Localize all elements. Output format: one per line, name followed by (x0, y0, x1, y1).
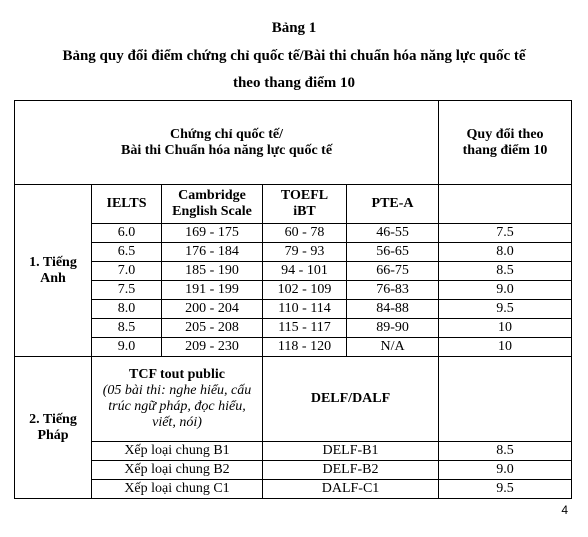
conversion-header-cell (439, 101, 572, 185)
toefl-cell: 110 - 114 (263, 300, 347, 319)
english-label-line2: Anh (40, 270, 66, 286)
score-cell: 7.5 (439, 224, 572, 243)
cambridge-header-line2: English Scale (172, 204, 252, 219)
pte-cell: N/A (347, 338, 439, 357)
ielts-cell: 7.0 (92, 262, 162, 281)
ielts-header: IELTS (92, 185, 162, 224)
tcf-cell: Xếp loại chung C1 (92, 480, 263, 499)
pte-cell: 76-83 (347, 281, 439, 300)
table-row (15, 300, 572, 319)
certificate-header-line1: Chứng chỉ quốc tế/ (170, 126, 284, 142)
tcf-note-line1: (05 bài thi: nghe hiểu, cấu (102, 383, 252, 398)
tcf-cell: Xếp loại chung B1 (92, 442, 263, 461)
table-header-row (15, 101, 572, 185)
score-cell: 8.5 (439, 262, 572, 281)
tcf-title: TCF tout public (129, 367, 225, 382)
score-cell: 9.0 (439, 461, 572, 480)
delf-cell: DALF-C1 (263, 480, 439, 499)
pte-cell: 66-75 (347, 262, 439, 281)
toefl-cell: 60 - 78 (263, 224, 347, 243)
cambridge-cell: 185 - 190 (162, 262, 263, 281)
table-row (15, 480, 572, 499)
table-row (15, 243, 572, 262)
pte-cell: 89-90 (347, 319, 439, 338)
score-cell: 8.5 (439, 442, 572, 461)
table-row (15, 281, 572, 300)
french-label-line2: Pháp (37, 427, 69, 443)
empty-score-header (439, 357, 572, 442)
tcf-cell: Xếp loại chung B2 (92, 461, 263, 480)
cambridge-cell: 176 - 184 (162, 243, 263, 262)
pte-cell: 46-55 (347, 224, 439, 243)
french-subheader-row (15, 357, 572, 442)
certificate-header-cell (15, 101, 439, 185)
english-subheader-row (15, 185, 572, 224)
score-cell: 10 (439, 338, 572, 357)
page-number: 4 (561, 503, 568, 517)
cambridge-header-line1: Cambridge (178, 188, 246, 203)
english-label-line1: 1. Tiếng (29, 254, 77, 270)
document-title: Bảng quy đổi điểm chứng chỉ quốc tế/Bài thi chuẩn hóa năng lực quốc tế (62, 48, 526, 64)
ielts-cell: 6.0 (92, 224, 162, 243)
table-row (15, 262, 572, 281)
table-number: Bảng 1 (271, 20, 317, 36)
pte-header: PTE-A (347, 185, 439, 224)
toefl-cell: 118 - 120 (263, 338, 347, 357)
table-row (15, 224, 572, 243)
score-cell: 8.0 (439, 243, 572, 262)
table-row (15, 319, 572, 338)
pte-cell: 84-88 (347, 300, 439, 319)
ielts-cell: 7.5 (92, 281, 162, 300)
french-label-line1: 2. Tiếng (29, 411, 77, 427)
ielts-cell: 8.5 (92, 319, 162, 338)
ielts-cell: 9.0 (92, 338, 162, 357)
score-cell: 9.0 (439, 281, 572, 300)
tcf-note-line2: trúc ngữ pháp, đọc hiểu, (108, 399, 246, 414)
score-cell: 10 (439, 319, 572, 338)
pte-cell: 56-65 (347, 243, 439, 262)
table-row (15, 461, 572, 480)
delf-header-cell: DELF/DALF (263, 357, 439, 442)
english-section-label (15, 185, 92, 357)
delf-cell: DELF-B2 (263, 461, 439, 480)
conversion-table (14, 100, 572, 499)
conversion-header-line2: thang điểm 10 (462, 142, 548, 158)
document-subtitle: theo thang điểm 10 (232, 75, 356, 91)
delf-cell: DELF-B1 (263, 442, 439, 461)
ielts-cell: 8.0 (92, 300, 162, 319)
table-row (15, 338, 572, 357)
conversion-header-line1: Quy đổi theo (466, 126, 544, 142)
toefl-header-line1: TOEFL (280, 188, 329, 203)
empty-score-header (439, 185, 572, 224)
ielts-cell: 6.5 (92, 243, 162, 262)
cambridge-header (162, 185, 263, 224)
toefl-cell: 79 - 93 (263, 243, 347, 262)
tcf-note-line3: viết, nói) (152, 415, 202, 430)
tcf-header-cell (92, 357, 263, 442)
score-cell: 9.5 (439, 480, 572, 499)
cambridge-cell: 169 - 175 (162, 224, 263, 243)
toefl-header-line2: iBT (293, 204, 316, 219)
cambridge-cell: 191 - 199 (162, 281, 263, 300)
toefl-cell: 94 - 101 (263, 262, 347, 281)
score-cell: 9.5 (439, 300, 572, 319)
toefl-cell: 102 - 109 (263, 281, 347, 300)
toefl-header (263, 185, 347, 224)
cambridge-cell: 200 - 204 (162, 300, 263, 319)
table-row (15, 442, 572, 461)
cambridge-cell: 205 - 208 (162, 319, 263, 338)
certificate-header-line2: Bài thi Chuẩn hóa năng lực quốc tế (120, 142, 333, 158)
cambridge-cell: 209 - 230 (162, 338, 263, 357)
french-section-label (15, 357, 92, 499)
toefl-cell: 115 - 117 (263, 319, 347, 338)
